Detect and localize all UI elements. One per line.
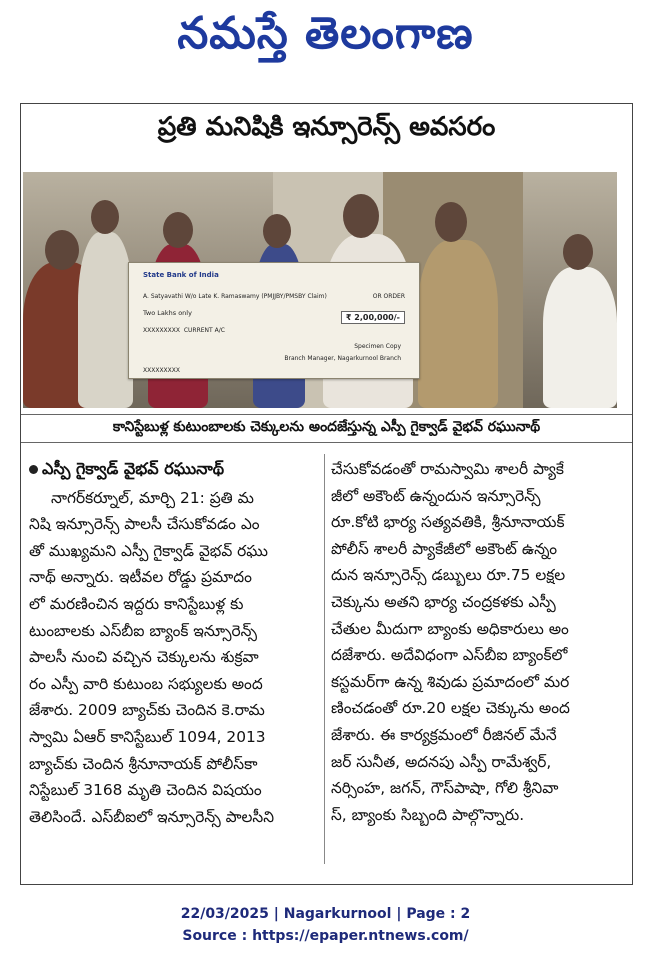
body-line: జీలో అకౌంట్ ఉన్నందున ఇన్సూరెన్స్ [331,486,541,505]
byline [29,456,319,483]
cheque-or-order: OR ORDER [372,293,405,300]
cheque-branch: Branch Manager, Nagarkurnool Branch [284,355,401,362]
body-line: స్వామి ఏఆర్ కానిస్టేబుల్ 1094, 2013 [29,727,266,746]
body-line: జేశారు. 2009 బ్యాచ్‌కు చెందిన కె.రామ [29,701,265,720]
newspaper-masthead: నమస్తే తెలంగాణ [177,8,474,59]
body-line: నిషి ఇన్సూరెన్స్ పాలసీ చేసుకోవడం ఎం [29,515,260,534]
cheque-amount: ₹ 2,00,000/- [341,311,405,324]
body-line: నాగర్‌కర్నూల్, మార్చి 21: ప్రతి మ [51,488,254,507]
body-line: రూ.కోటి భార్య సత్యవతికి, శ్రీనూనాయక్ [331,513,565,532]
body-line: టుంబాలకు ఎస్‌బీఐ బ్యాంక్ ఇన్సూరెన్స్ [29,621,257,640]
person-head [263,214,291,248]
article-headline: ప్రతి మనిషికి ఇన్సూరెన్స్ అవసరం [157,112,496,142]
body-line: స్, బ్యాంకు సిబ్బంది పాల్గొన్నారు. [331,805,525,824]
body-line: పోలీస్ శాలరీ ప్యాకేజీలో అకౌంట్ ఉన్నం [331,539,558,558]
person-figure [543,267,617,408]
body-line: పాలసీ నుంచి వచ్చిన చెక్కులను శుక్రవా [29,648,259,667]
byline-text: ఎస్పీ గైక్వాడ్ వైభవ్ రఘునాథ్ [42,459,225,478]
body-line: నాథ్ అన్నారు. ఇటీవల రోడ్డు ప్రమాదం [29,568,252,587]
cheque-amount-words: Two Lakhs only [143,309,192,317]
person-head [163,212,193,248]
person-head [563,234,593,270]
person-head [435,202,467,242]
body-line: చేతుల మీదుగా బ్యాంకు అధికారులు అం [331,619,569,638]
cheque-specimen: Specimen Copy [354,343,401,350]
person-figure [418,240,498,408]
body-line: చేసుకోవడంతో రామస్వామి శాలరీ ప్యాకే [331,460,564,478]
cheque-account [143,327,225,334]
footer-source-link[interactable]: Source : https://epaper.ntnews.com/ [182,928,469,944]
cheque-account-type: CURRENT A/C [183,327,225,334]
body-line: నర్సింహ, జగన్, గౌస్‌పాషా, గోలి శ్రీనివా [331,779,559,798]
body-line: తెలిసిందే. ఎస్‌బీఐలో ఇన్సూరెన్స్ పాలసీని [29,807,274,826]
news-clipping [20,103,633,885]
bank-cheque [128,262,420,379]
cheque-micr: XXXXXXXXX [143,367,180,374]
body-line: నిస్టేబుల్ 3168 మృతి చెందిన విషయం [29,781,262,800]
person-head [45,230,79,270]
cheque-payee: A. Satyavathi W/o Late K. Ramaswamy (PMJJBY/PMSBY Claim) [143,293,327,300]
body-line: ణించడంతో రూ.20 లక్షల చెక్కును అంద [331,699,570,718]
body-line: రం ఎస్పీ వారి కుటుంబ సభ్యులకు అంద [29,674,263,693]
person-figure [78,232,133,408]
body-line: దజేశారు. అదేవిధంగా ఎస్‌బీఐ బ్యాంక్‌లో [331,646,568,665]
article-column-right [331,456,621,828]
body-line: చెక్కును అతని భార్య చంద్రకళకు ఎస్పీ [331,592,556,611]
column-divider [324,454,325,864]
photo-caption: కానిస్టేబుళ్ల కుటుంబాలకు చెక్కులను అందజేస్తున్న ఎస్పీ గైక్వాడ్ వైభవ్ రఘునాథ్ [21,414,632,443]
body-line: కస్టమర్‌గా ఉన్న శివుడు ప్రమాదంలో మర [331,672,570,691]
body-line: తో ముఖ్యమని ఎస్పీ గైక్వాడ్ వైభవ్ రఘు [29,541,268,560]
article-photo [23,172,617,408]
cheque-bank-name: State Bank of India [143,271,219,279]
person-head [343,194,379,238]
body-line: దున ఇన్సూరెన్స్ డబ్బులు రూ.75 లక్షల [331,566,566,585]
body-line: బ్యాచ్‌కు చెందిన శ్రీనూనాయక్ పోలీస్‌కా [29,754,258,773]
person-head [91,200,119,234]
page-footer [0,903,651,947]
body-line: జేశారు. ఈ కార్యక్రమంలో రీజినల్ మేనే [331,725,557,744]
body-line: లో మరణించిన ఇద్దరు కానిస్టేబుళ్ల కు [29,594,244,613]
cheque-account-number: XXXXXXXXX [143,327,180,334]
article-column-left [29,456,319,830]
footer-date-edition: 22/03/2025 | Nagarkurnool | Page : 2 [180,906,471,922]
body-line: జర్ సునీత, అదనపు ఎస్పీ రామేశ్వర్, [331,752,552,771]
bullet-icon [29,465,38,474]
